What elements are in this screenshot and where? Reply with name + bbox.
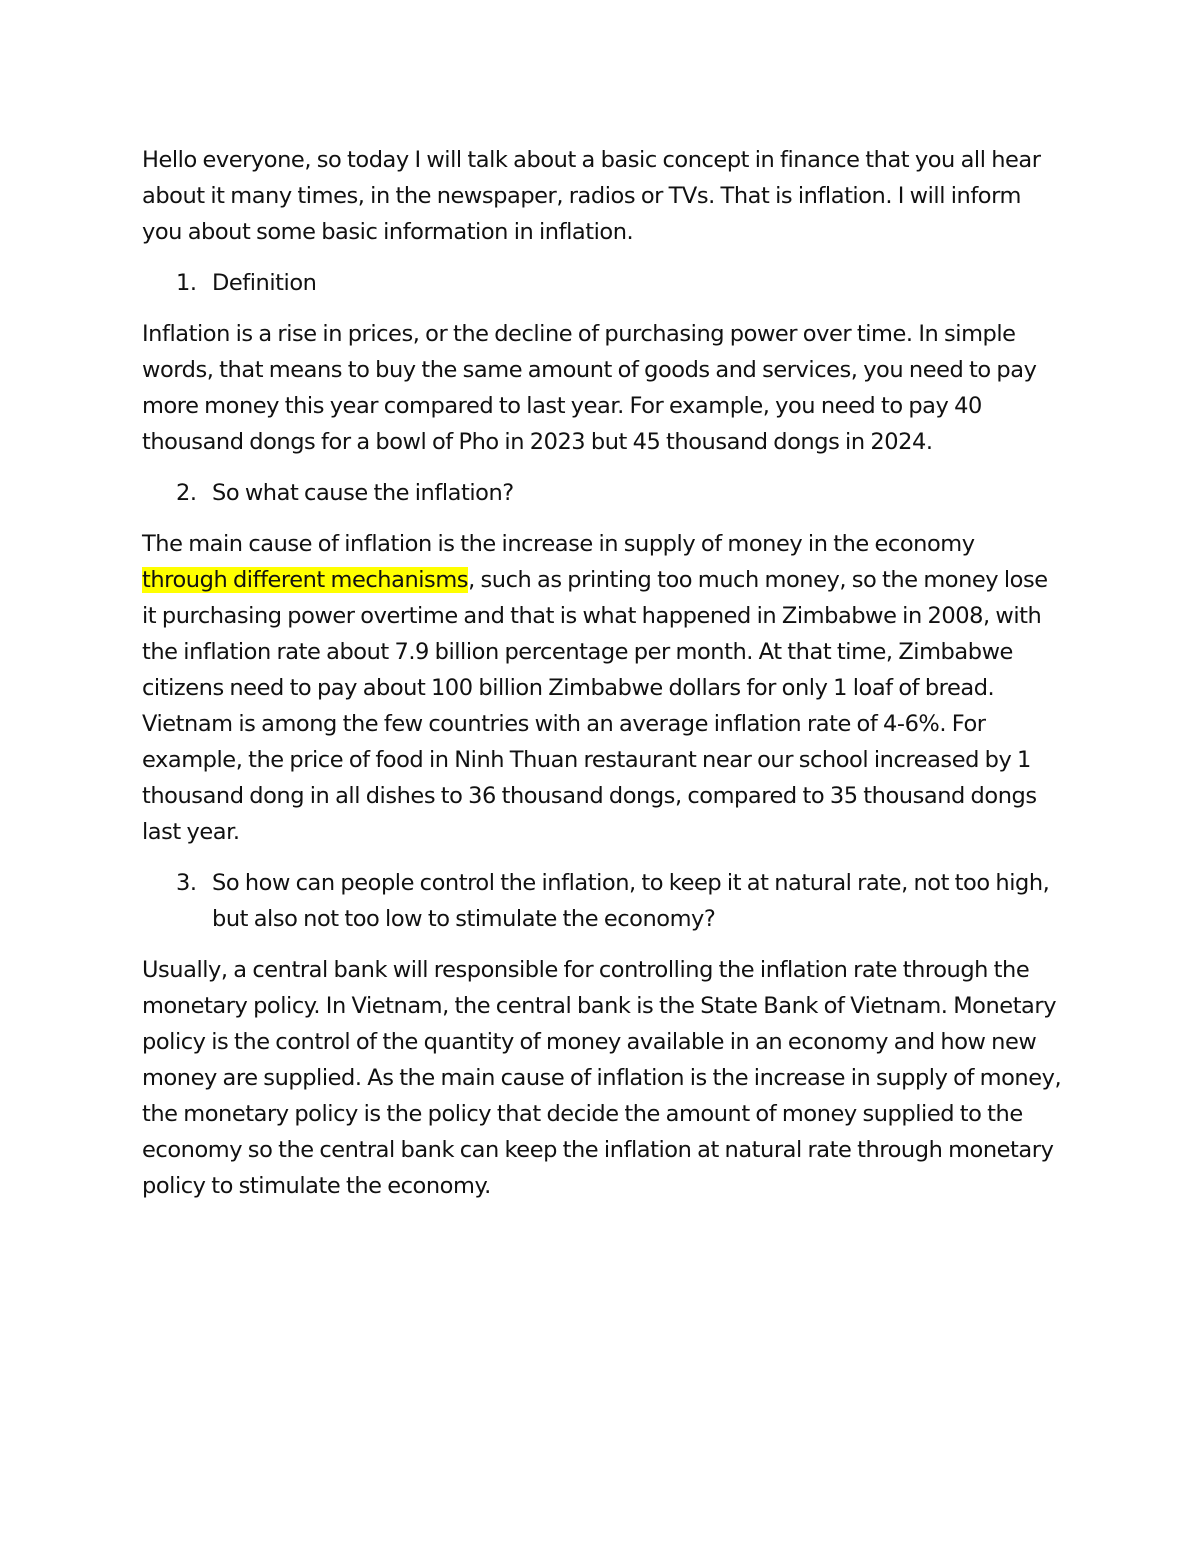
section-title: Definition xyxy=(212,270,317,296)
intro-paragraph: Hello everyone, so today I will talk about a basic concept in finance that you all hear about it many times, in the newspaper, radios or TVs. That is inflation. I will inform you about some basic information in inflation. xyxy=(142,147,1041,245)
section-title: So what cause the inflation? xyxy=(212,480,514,506)
cause-text-end: , such as printing too much money, so the money lose it purchasing power overtime and that is what happened in Zimbabwe in 2008, with the inflation rate about 7.9 billion percentage per month. At that time, Zimbabwe citizens need to pay about 100 billion Zimbabwe dollars for only 1 loaf of bread. Vietnam is among the few countries with an average inflation rate of 4-6%. For example, the price of food in Ninh Thuan restaurant near our school increased by 1 thousand dong in all dishes to 36 thousand dongs, compared to 35 thousand dongs last year. xyxy=(142,567,1048,845)
control-paragraph: Usually, a central bank will responsible for controlling the inflation rate through the monetary policy. In Vietnam, the central bank is the State Bank of Vietnam. Monetary policy is the control of the quantity of money available in an economy and how new money are supplied. As the main cause of inflation is the increase in supply of money, the monetary policy is the policy that decide the amount of money supplied to the economy so the central bank can keep the inflation at natural rate through monetary policy to stimulate the economy. xyxy=(142,957,1062,1199)
section-title: So how can people control the inflation, to keep it at natural rate, not too high, but also not too low to stimulate the economy? xyxy=(212,870,1050,932)
section-number: 2. xyxy=(176,480,197,506)
section-number: 3. xyxy=(176,870,197,896)
highlighted-text: through different mechanisms xyxy=(142,567,469,593)
document-page xyxy=(142,142,1062,1204)
section-number: 1. xyxy=(176,270,197,296)
definition-paragraph: Inflation is a rise in prices, or the decline of purchasing power over time. In simple words, that means to buy the same amount of goods and services, you need to pay more money this year compared to last year. For example, you need to pay 40 thousand dongs for a bowl of Pho in 2023 but 45 thousand dongs in 2024. xyxy=(142,321,1037,455)
section-heading-definition xyxy=(142,265,1062,301)
section-heading-control xyxy=(142,865,1062,937)
cause-paragraph xyxy=(142,526,1062,850)
section-heading-cause xyxy=(142,475,1062,511)
cause-text-start: The main cause of inflation is the increase in supply of money in the economy xyxy=(142,531,975,557)
